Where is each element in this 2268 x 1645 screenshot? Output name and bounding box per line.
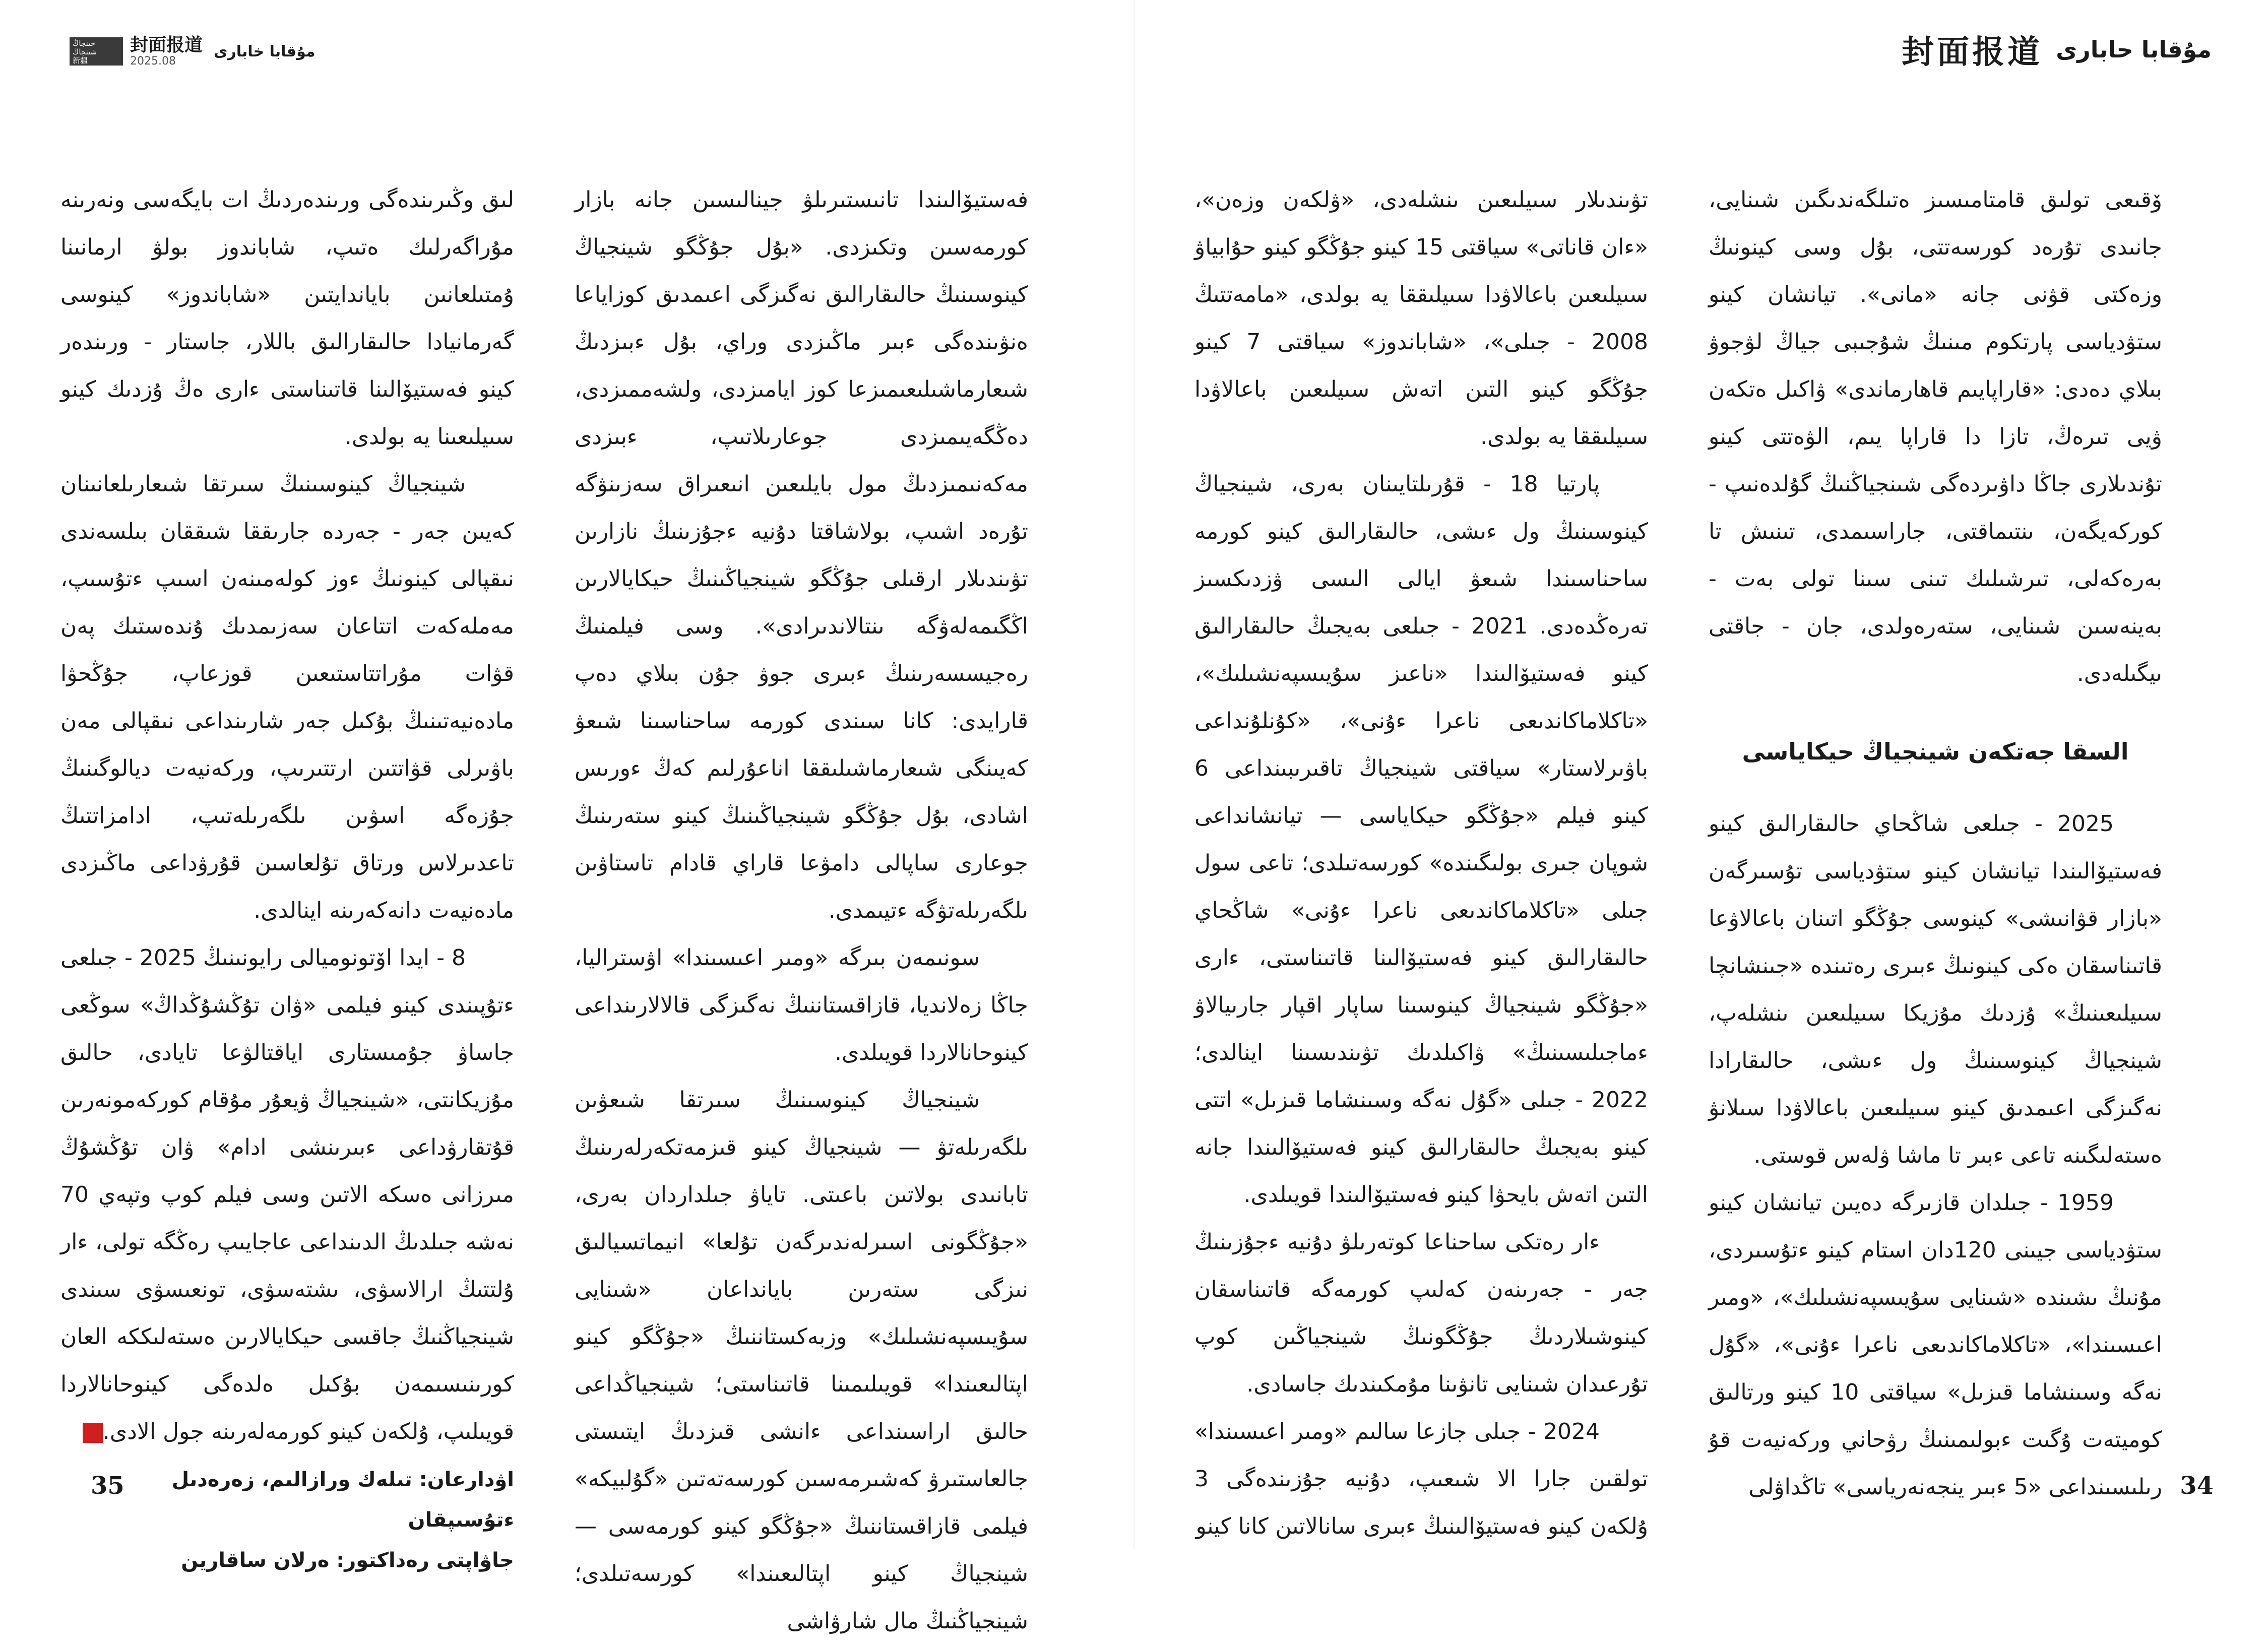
left-page xyxy=(0,0,1134,1634)
section-subheading: السقا جەتكەن شينجياڭ حيكاياسى xyxy=(1742,738,2129,765)
paragraph: پارتيا 18 - قۇرىلتايىنان بەرى، شينجياڭ كينوسىنىڭ ول ءىشى، حالىقارالىق كينو كورمە ساحناسىندا شىعۋ ايالى الىسى ۋزدىكسىز تەرەڭدەدى. 2021 - جىلعى بەيجىڭ حالىقارالىق كينو فەستيۆالىندا «ناعىز سۇيىسپەنشىلىك»، «تاكلاماكاندىعى ناعرا ءۇنى»، «كۇنلۇنداعى باۋىرلاستار» سياقتى شينجياڭ تاقىرىبىنداعى 6 كينو فيلم «جۇڭگو حيكاياسى — تيانشانداعى شوپان جىرى بولىگىندە» كورسەتىلدى؛ تاعى سول جىلى «تاكلاماكاندىعى ناعرا ءۇنى» شاڭحاي حالىقارالىق كينو فەستيۆالىنا قاتىناستى، ءارى «جۇڭگو شينجياڭ كينوسىنا ساپار اقپار جارىيالاۋ ءماجىلىسىنىڭ» ۋاكىلدىك تۋىندىسىنا اينالدى؛ 2022 - جىلى «گۇل نەگە وسىنشاما قىزىل» اتتى كينو بەيجىڭ حالىقارالىق كينو فەستيۆالىندا جانە التىن اتەش بايحۋا كينو فەستيۆالىندا قويىلدى. xyxy=(1194,471,1648,1208)
article-column-right-right xyxy=(1709,176,2162,1511)
paragraph xyxy=(44,934,514,1456)
section-title-ug: مۇقابا حابارى xyxy=(2056,36,2212,63)
editor-credit: جاۋاپتى رەداكتور: ەرلان ساقارين xyxy=(181,1549,514,1572)
logo-line-2: شىنجاڭ xyxy=(73,47,97,56)
paragraph-text: 8 - ايدا اۆتونوميالى رايونىنىڭ 2025 - جىلعى ءتۇپىندى كينو فيلمى «ۋان تۇڭشۇڭداڭ» سوڭعى جاساۋ جۇمىستارى اياقتالۋعا تايادى، حالىق مۇزيكانتى، «شينجياڭ ۋيعۇر مۇقام كوركەمونەرىن قۇتقارۋداعى ءبىرىنشى ادام» ۋان تۇڭشۇڭ مىرزانى ەسكە الاتىن وسى فيلم كوپ وتپەي 70 نەشە جىلدىڭ الدىنداعى عاجايىپ رەڭگە تولى، ءار ۇلتتىڭ ارالاسۋى، ىشتەسۋى، تونعىسۋى سىندى شينجياڭنىڭ جاقسى حيكايالارىن ەستەلىككە العان كورىنىسىمەن بۇكىل ەلدەگى كينوحانالاردا قويىلىپ، ۇلكەن كينو كورمەلەرىنە جول الادى. xyxy=(60,945,514,1444)
section-label: مۇقابا خابارى xyxy=(214,42,316,60)
logo-line-3: 新疆 xyxy=(73,56,88,65)
paragraph: تۋىندىلار سىيلىعىن ىنشلەدى، «ۋلكەن وزەن»، «ءان قاناتى» سياقتى 15 كينو جۇڭگو كينو حۇابياۋ سىيلىعىن باعالاۋدا سىيلىققا يە بولدى، «مامەتتىڭ 2008 - جىلى»، «شاباندوز» سياقتى 7 كينو جۇڭگو كينو التىن اتەش سىيلىعىن باعالاۋدا سىيلىققا يە بولدى. xyxy=(1194,187,1648,450)
paragraph: فەستيۆالىندا تانىستىرىلۋ جينالىسىن جانە بازار كورمەسىن وتكىزدى. «بۇل جۇڭگو شينجياڭ كينوسىنىڭ حالىقارالىق نەگىزگى اعىمدىق كوزاياعا ەنۋىندەگى ءبىر ماڭىزدى وراي، بۇل ءبىزدىڭ شىعارماشىلىعىمىزعا كوز ايامىزدى، ولشەممىزدى، دەڭگەيىمىزدى جوعارىلاتىپ، ءبىزدى مەكەنىمىزدىڭ مول بايلىعىن انىعىراق سەزىنۋگە تۇرەد اشىپ، بولاشاقتا دۇنيە ءجۇزىنىڭ نازارىن تۋىندىلار ارقىلى جۇڭگو شينجياڭىنىڭ حيكايالارىن اڭگىمەلەۋگە ىنتالاندىرادى». وسى فيلمنىڭ رەجيسسەرىنىڭ ءبىرى جوۋ جۇن بىلاي دەپ قارايدى: كانا سىندى كورمە ساحناسىنا شىعۋ كەيىنگى شىعارماشىلىققا اناعۇرلىم كەڭ ءورىس اشادى، بۇل جۇڭگو شينجياڭىنىڭ كينو ستەرىنىڭ جوعارى ساپالى دامۋعا قاراي قادام تاستاۋىن ىلگەرىلەتۋگە ءتيىمدى. xyxy=(575,187,1028,923)
brand-title: 封面报道 xyxy=(130,34,203,55)
logo-line-1: خىنجاڭ xyxy=(73,39,95,48)
paragraph: شينجياڭ كينوسىنىڭ سىرتقا شىعۋىن ىلگەرىلەتۋ — شينجياڭ كينو قىزمەتكەرلەرىنىڭ تابانىدى بولاتىن باعىتى. تاياۋ جىلداردان بەرى، «جۇڭگونى اسىرلەندىرگەن تۇلعا» انيماتسيالىق نىزگى ستەرىن بايانداعان «شىنايى سۇيىسپەنشىلىك» وزبەكستاننىڭ «جۇڭگو كينو اپتالىعىندا» قويىلىمىنا قاتىناستى؛ شينجياڭداعى حالىق اراسىنداعى ءانشى قىزدىڭ ايتىستى جالعاستىرۋ كەشىرمەسىن كورسەتەتىن «گۇلبيكە» فيلمى قازاقستاننىڭ «جۇڭگو كينو كورمەسى — شينجياڭ كينو اپتالىعىندا» كورسەتىلدى؛ شينجياڭنىڭ مال شارۋاشى xyxy=(575,1087,1028,1634)
magazine-logo xyxy=(70,37,123,66)
translator-credit: اۋدارعان: تىلەك ورازالىم، زەرەدىل ءتۇسىپقان xyxy=(171,1468,514,1532)
left-header xyxy=(70,36,315,67)
paragraph: لىق وڭىرىندەگى ورىندەردىڭ ات بايگەسى ونەرىنە مۇراگەرلىك ەتىپ، شاباندوز بولۋ ارمانىنا ۇمتىلعانىن باياندايتىن «شاباندوز» كينوسى گەرمانيادا حالىقارالىق باللار، جاستار - ورىندەر كينو فەستيۆالىنا قاتىناستى ءارى ەڭ ۇزدىك كينو سىيلىعىنا يە بولدى. xyxy=(60,187,514,450)
article-column-left-left xyxy=(44,176,514,1580)
paragraph: سونىمەن بىرگە «ومىر اعىسىندا» اۋستراليا، جاڭا زەلانديا، قازاقستاننىڭ نەگىزگى قالالارىنداعى كينوحانالاردا قويىلدى. xyxy=(575,945,1028,1065)
paragraph: شينجياڭ كينوسىنىڭ سىرتقا شىعارىلعانىنان كەيىن جەر - جەردە جارىققا شىققان بىلسەندى نىقپالى كينونىڭ ءوز كولەمىنەن اسىپ ءتۇسىپ، مەملەكەت اتتاعان سەزىمدىك ۇندەستىك پەن قۋات مۇراتتاستىعىن قوزعاپ، جۇڭحۋا مادەنيەتىنىڭ بۇكىل جەر شارىنداعى نىقپالى مەن باۋىرلى قۋاتتىن ارتتىرىپ، وركەنيەت ديالوگىنىڭ جۇزەگە اسۋىن ىلگەرىلەتىپ، ادامزاتتىڭ تاعدىرلاس ورتاق تۇلعاسىن قۇرۋداعى ماڭىزدى مادەنيەت دانەكەرىنە اينالدى. xyxy=(60,471,514,923)
paragraph: 1959 - جىلدان قازىرگە دەيىن تيانشان كينو ستۋدياسى جيىنى 120دان استام كينو ءتۇسىردى، مۇنىڭ ىشىندە «شىنايى سۇيىسپەنشىلىك»، «ومىر اعىسىندا»، «تاكلاماكاندىعى ناعرا ءۇنى»، «گۇل نەگە وسىنشاما قىزىل» سياقتى 10 كينو ورتالىق كوميتەت ۇگىت ءبولىمىنىڭ رۋحاني وركەنيەت قۇ رىلىسىنداعى «5 ءبىر ينجەنەرياسى» تاڭداۋلى xyxy=(1709,1190,2163,1500)
paragraph: 2024 - جىلى جازعا سالىم «ومىر اعىسىندا» تولقىن جارا الا شىعىپ، دۇنيە جۇزىندەگى 3 ۇلكەن كينو فەستيۆالىنىڭ ءبىرى سانالاتىن كانا كينو xyxy=(1194,1419,1648,1539)
article-column-right-left xyxy=(1194,176,1648,1550)
section-title-zh: 封面报道 xyxy=(1902,33,2043,71)
right-page xyxy=(1134,0,2268,1549)
credits xyxy=(60,1460,514,1580)
page-number-right: 34 xyxy=(2180,1472,2214,1500)
article-column-left-right xyxy=(575,176,1028,1645)
end-mark-icon: ق xyxy=(83,1423,103,1443)
paragraph: ۆقىعى تولىق قامتامىسىز ەتىلگەندىگىن شىنايى، جانىدى تۇرەد كورسەتتى، بۇل وسى كينونىڭ وزەكتى قۋنى جانە «مانى». تيانشان كينو ستۋدياسى پارتكوم مىنىڭ شۇجىبى جياڭ لۋجوۋ بىلاي دەدى: «قاراپايىم قاھارماندى» ۋاكىل ەتكەن ۋيى تىرەڭ، تازا دا قاراپا يىم، الۋەتتى كينو تۇندىلارى جاڭا داۋىردەگى شىنجياڭنىڭ گۇلدەنىپ - كوركەيگەن، ىنتىماقتى، جاراسىمدى، تىنىش تا بەرەكەلى، تىرشىلىك تىنى سىنا تولى بەت - بەينەسىن شىنايى، ستەرەولدى، جان - جاقتى ىيگىلەدى. xyxy=(1709,187,2162,686)
issue-date: 2025.08 xyxy=(130,55,176,68)
brand-stack xyxy=(130,36,203,67)
paragraph: 2025 - جىلعى شاڭحاي حالىقارالىق كينو فەستيۆالىندا تيانشان كينو ستۋدياسى تۇسىرگەن «بازار قۋانىشى» كينوسى جۇڭگو اتىنان باعالاۋعا قاتىناسقان ەكى كينونىڭ ءبىرى رەتىندە «جىنشانچا سىيلىعىنىڭ» ۇزدىك مۇزيكا سىيلىعىن ىنشلەپ، شينجياڭ كينوسىنىڭ ول ءىشى، حالىقارادا نەگىزگى اعىمدىق كينو سىيلىعىن باعالاۋدا سىلانۋ ەستەلىگىنە تاعى ءبىر تا ماشا ۋلەس قوستى. xyxy=(1709,811,2162,1168)
page-number-left: 35 xyxy=(91,1472,124,1500)
right-header xyxy=(1902,26,2212,73)
paragraph: ءار رەتكى ساحناعا كوتەرىلۋ دۇنيە ءجۇزىنىڭ جەر - جەرىنەن كەلىپ كورمەگە قاتىناسقان كينوشىلاردىڭ جۇڭگونىڭ شينجياڭىن كوپ تۇرعىدان شىنايى تانۋىنا مۇمكىندىك جاسادى. xyxy=(1194,1229,1648,1397)
